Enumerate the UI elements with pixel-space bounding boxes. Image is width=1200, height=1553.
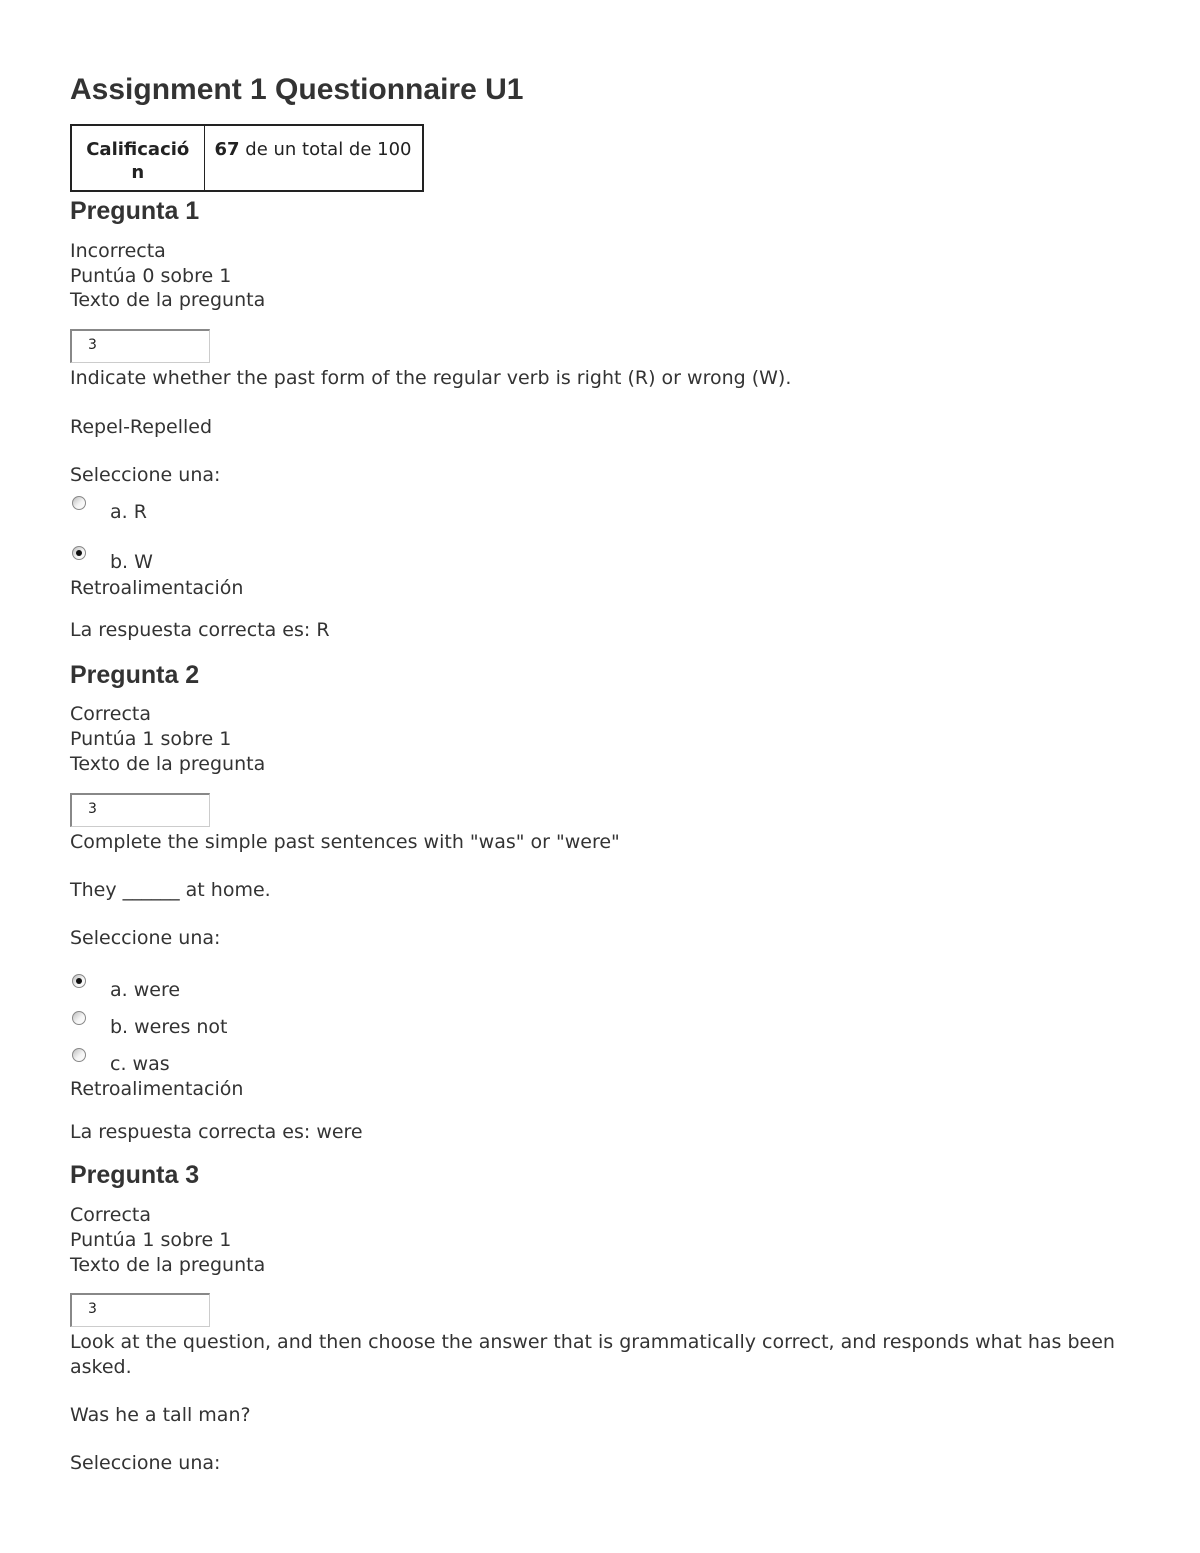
question-number-box: 3	[70, 1293, 210, 1327]
radio-button[interactable]	[72, 1048, 86, 1062]
correct-answer: La respuesta correcta es: were	[70, 1121, 363, 1143]
select-label: Seleccione una:	[70, 927, 221, 949]
question-status: Correcta	[70, 1204, 151, 1226]
question-text-label: Texto de la pregunta	[70, 753, 266, 775]
radio-button-checked[interactable]	[72, 546, 86, 560]
option-label: a. R	[110, 501, 147, 523]
question-points: Puntúa 1 sobre 1	[70, 1229, 232, 1251]
question-heading: Pregunta 1	[70, 197, 200, 225]
radio-button[interactable]	[72, 496, 86, 510]
option-label: a. were	[110, 979, 181, 1001]
question-number-box: 3	[70, 329, 210, 363]
question-points: Puntúa 0 sobre 1	[70, 265, 232, 287]
question-prompt: Look at the question, and then choose the answer that is grammatically correct, and responds what has been asked.	[70, 1331, 1115, 1378]
option-label: b. weres not	[110, 1016, 228, 1038]
question-points: Puntúa 1 sobre 1	[70, 728, 232, 750]
question-item: They ______ at home.	[70, 879, 271, 901]
question-heading: Pregunta 2	[70, 661, 200, 689]
question-item: Repel-Repelled	[70, 416, 213, 438]
grade-table	[70, 124, 424, 192]
question-text-label: Texto de la pregunta	[70, 1254, 266, 1276]
select-label: Seleccione una:	[70, 1452, 221, 1474]
select-label: Seleccione una:	[70, 464, 221, 486]
page-title: Assignment 1 Questionnaire U1	[70, 73, 524, 106]
question-status: Correcta	[70, 703, 151, 725]
correct-answer: La respuesta correcta es: R	[70, 619, 330, 641]
option-label: b. W	[110, 551, 153, 573]
radio-button-checked[interactable]	[72, 974, 86, 988]
question-status: Incorrecta	[70, 240, 166, 262]
question-heading: Pregunta 3	[70, 1161, 200, 1189]
radio-button[interactable]	[72, 1011, 86, 1025]
feedback-label: Retroalimentación	[70, 577, 244, 599]
option-label: c. was	[110, 1053, 170, 1075]
grade-value	[204, 125, 423, 191]
grade-score: 67	[214, 139, 240, 160]
question-text-label: Texto de la pregunta	[70, 289, 266, 311]
grade-suffix: de un total de 100	[239, 139, 412, 160]
question-prompt: Complete the simple past sentences with "was" or "were"	[70, 831, 620, 853]
question-item: Was he a tall man?	[70, 1404, 251, 1426]
feedback-label: Retroalimentación	[70, 1078, 244, 1100]
question-number-box: 3	[70, 793, 210, 827]
question-prompt: Indicate whether the past form of the regular verb is right (R) or wrong (W).	[70, 367, 792, 389]
grade-label: Calificación	[71, 125, 204, 191]
